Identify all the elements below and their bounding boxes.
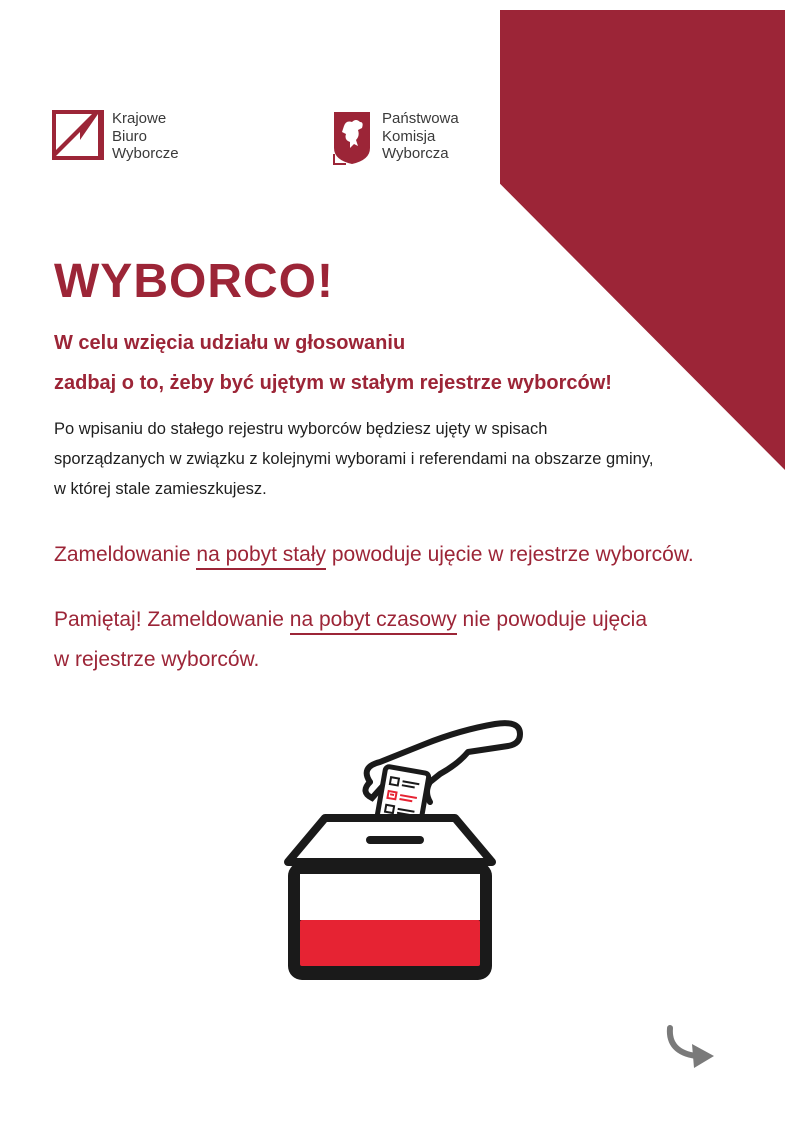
ballot-box-icon	[280, 712, 530, 992]
notice2-underlined: na pobyt czasowy	[290, 608, 457, 635]
pkw-logo-line-3: Wyborcza	[382, 145, 449, 162]
kbw-logo	[52, 110, 179, 163]
notice-temporary-residence-line-2: w rejestrze wyborców.	[54, 648, 260, 671]
page-title: WYBORCO!	[54, 255, 334, 308]
subtitle-line-1: W celu wzięcia udziału w głosowaniu	[54, 332, 406, 354]
notice2-after: nie powoduje ujęcia	[456, 608, 648, 631]
kbw-logo-line-2: Biuro	[112, 127, 148, 145]
notice1-underlined: na pobyt stały	[196, 543, 326, 570]
turn-page-arrow-icon	[662, 1022, 722, 1072]
pkw-logo-line-2: Komisja	[382, 127, 436, 145]
notice-permanent-residence	[54, 540, 694, 570]
notice2-before: Pamiętaj! Zameldowanie	[54, 608, 290, 631]
paragraph-line-3: w której stale zamieszkujesz.	[54, 480, 267, 498]
pkw-eagle-logo-icon	[332, 110, 374, 166]
notice1-before: Zameldowanie	[54, 543, 197, 566]
paragraph-line-2: sporządzanych w związku z kolejnymi wyborami i referendami na obszarze gminy,	[54, 450, 654, 468]
kbw-logo-line-1: Krajowe	[112, 110, 167, 127]
pkw-logo-line-1: Państwowa	[382, 110, 459, 127]
pkw-logo	[332, 110, 459, 166]
paragraph-line-1: Po wpisaniu do stałego rejestru wyborców będziesz ujęty w spisach	[54, 420, 548, 438]
kbw-logo-line-3: Wyborcze	[112, 145, 179, 162]
kbw-logo-icon	[52, 110, 104, 160]
notice-temporary-residence	[54, 605, 647, 635]
notice1-after: powoduje ujęcie w rejestrze wyborców.	[326, 543, 694, 566]
info-paragraph	[54, 414, 774, 504]
subtitle-line-2: zadbaj o to, żeby być ujętym w stałym rejestrze wyborców!	[54, 372, 612, 394]
